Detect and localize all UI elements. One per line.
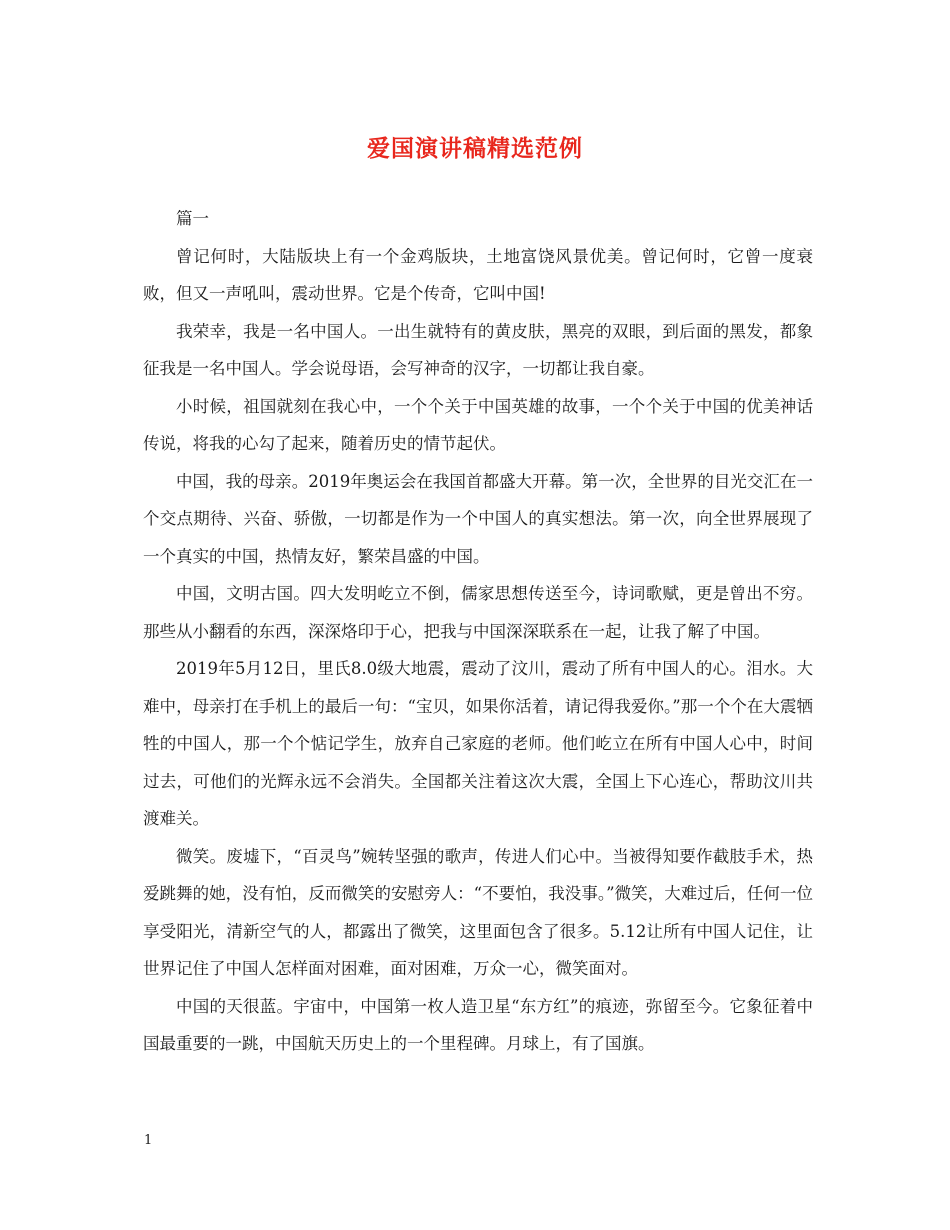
paragraph: 小时候，祖国就刻在我心中，一个个关于中国英雄的故事，一个个关于中国的优美神话传说，将我的心勾了起来，随着历史的情节起伏。: [143, 396, 813, 453]
document-title: 爱国演讲稿精选范例: [367, 135, 583, 162]
paragraph: 中国的天很蓝。宇宙中，中国第一枚人造卫星“东方红”的痕迹，弥留至今。它象征着中国最重要的一跳，中国航天历史上的一个里程碑。月球上，有了国旗。: [143, 996, 813, 1053]
paragraph: 微笑。废墟下，“百灵鸟”婉转坚强的歌声，传进人们心中。当被得知要作截肢手术，热爱跳舞的她，没有怕，反而微笑的安慰旁人：“不要怕，我没事。”微笑，大难过后，任何一位享受阳光，清新空气的人，都露出了微笑，这里面包含了很多。5.12让所有中国人记住，让世界记住了中国人怎样面对困难，面对困难，万众一心，微笑面对。: [143, 846, 813, 978]
paragraph: 2019年5月12日，里氏8.0级大地震，震动了汶川，震动了所有中国人的心。泪水。大难中，母亲打在手机上的最后一句：“宝贝，如果你活着，请记得我爱你。”那一个个在大震牺牲的中国人，那一个个惦记学生，放弃自己家庭的老师。他们屹立在所有中国人心中，时间过去，可他们的光辉永远不会消失。全国都关注着这次大震，全国上下心连心，帮助汶川共渡难关。: [143, 659, 813, 828]
paragraph: 中国，我的母亲。2019年奥运会在我国首都盛大开幕。第一次，全世界的目光交汇在一个交点期待、兴奋、骄傲，一切都是作为一个中国人的真实想法。第一次，向全世界展现了一个真实的中国，热情友好，繁荣昌盛的中国。: [143, 471, 813, 566]
section-heading: 篇一: [176, 209, 209, 228]
paragraph: 曾记何时，大陆版块上有一个金鸡版块，土地富饶风景优美。曾记何时，它曾一度衰败，但又一声吼叫，震动世界。它是个传奇，它叫中国!: [143, 246, 813, 303]
paragraph: 中国，文明古国。四大发明屹立不倒，儒家思想传送至今，诗词歌赋，更是曾出不穷。那些从小翻看的东西，深深烙印于心，把我与中国深深联系在一起，让我了解了中国。: [143, 584, 813, 641]
paragraph: 我荣幸，我是一名中国人。一出生就特有的黄皮肤，黑亮的双眼，到后面的黑发，都象征我是一名中国人。学会说母语，会写神奇的汉字，一切都让我自豪。: [143, 321, 813, 378]
page-number: 1: [144, 1133, 153, 1148]
document-body: [143, 200, 813, 1063]
